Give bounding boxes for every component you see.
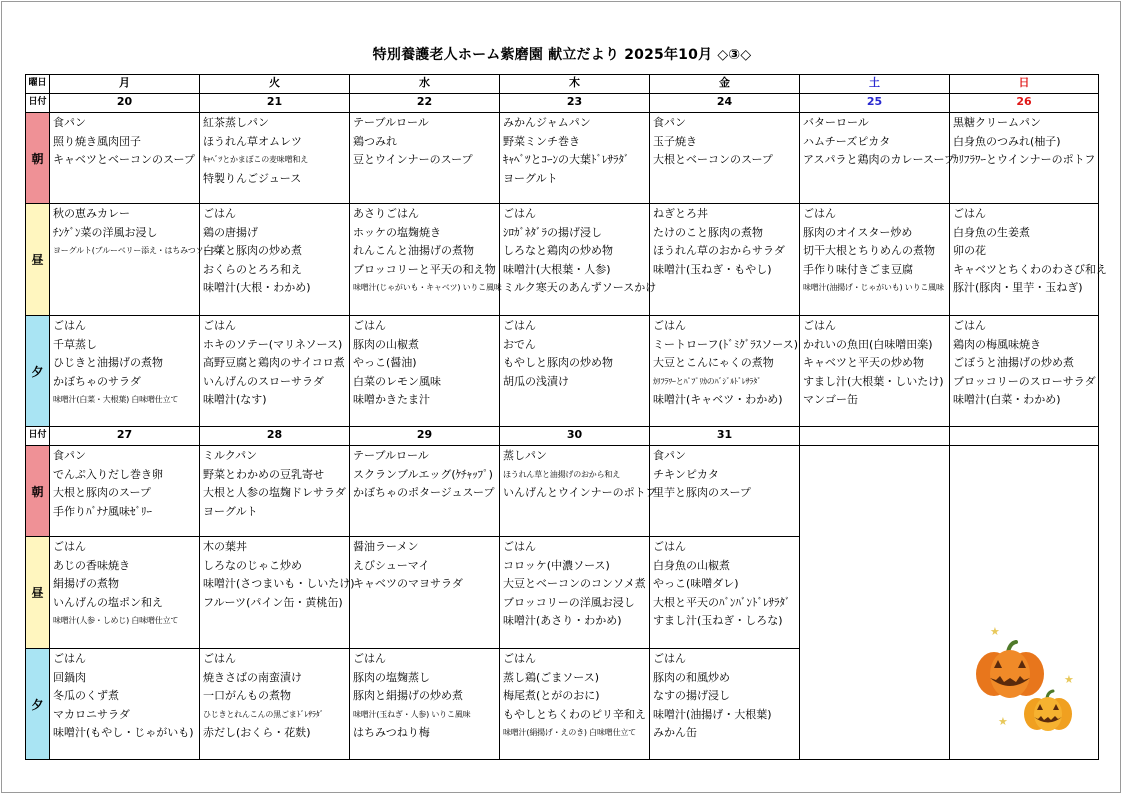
- menu-item: 冬瓜のくず煮: [53, 689, 119, 702]
- menu-item: もやしと豚肉の炒め物: [503, 356, 613, 369]
- menu-item: ブロッコリーのスローサラダ: [953, 374, 1096, 388]
- menu-item: ごはん: [503, 207, 536, 220]
- menu-item: 豚肉のオイスター炒め: [803, 225, 913, 239]
- menu-item: 手作り味付きごま豆腐: [803, 262, 913, 276]
- menu-item: 高野豆腐と鶏肉のサイコロ煮: [203, 356, 345, 369]
- menu-item: 鶏の唐揚げ: [203, 225, 258, 239]
- menu-item: 豚肉の塩麹蒸し: [353, 670, 430, 684]
- menu-item: 里芋と豚肉のスープ: [653, 486, 751, 499]
- star-icon: ★: [990, 625, 1000, 638]
- menu-cell: [50, 649, 200, 760]
- menu-cell: [650, 537, 800, 649]
- weekday-header: 日: [950, 75, 1099, 94]
- menu-item: 白菜のレモン風味: [353, 374, 441, 388]
- date-cell: 23: [500, 94, 650, 113]
- menu-list: [50, 113, 199, 170]
- menu-cell: [950, 204, 1107, 316]
- menu-cell: [350, 649, 500, 760]
- menu-list: [350, 204, 502, 298]
- menu-cell: [500, 113, 650, 204]
- menu-cell: [800, 316, 950, 427]
- menu-item: あじの香味焼き: [53, 558, 130, 572]
- menu-list: [800, 316, 949, 410]
- empty-cell: [800, 446, 950, 760]
- menu-item: 豚肉と絹揚げの炒め煮: [353, 689, 463, 702]
- menu-cell: [350, 204, 500, 316]
- date-cell: 24: [650, 94, 800, 113]
- menu-item: しろなのじゃこ炒め: [203, 558, 302, 572]
- menu-cell: [500, 316, 650, 427]
- menu-item: 白菜と豚肉の炒め煮: [203, 244, 302, 257]
- menu-list: [200, 537, 355, 612]
- menu-item: なすの揚げ浸し: [653, 689, 730, 702]
- menu-item: キャベツと平天の炒め物: [803, 356, 924, 369]
- menu-item: 食パン: [53, 449, 86, 462]
- menu-item: キャベツとちくわのわさび和え: [953, 262, 1107, 276]
- menu-item: ごはん: [503, 652, 536, 665]
- menu-item: 食パン: [653, 116, 686, 129]
- menu-list: [650, 316, 799, 410]
- menu-item: 絹揚げの煮物: [53, 577, 119, 590]
- menu-cell: [350, 113, 500, 204]
- menu-item: ごぼうと油揚げの炒め煮: [953, 356, 1074, 369]
- menu-item: あさりごはん: [353, 207, 419, 220]
- breakfast-label: 朝: [26, 446, 50, 537]
- date-cell: 31: [650, 427, 800, 446]
- menu-cell: [50, 446, 200, 537]
- menu-item: 味噌汁(じゃがいも・キャベツ) いりこ風味: [353, 283, 502, 292]
- menu-list: [500, 446, 657, 503]
- menu-item: えびシューマイ: [353, 558, 430, 572]
- menu-item: 味噌汁(あさり・わかめ): [503, 614, 622, 627]
- menu-item: ヨーグルト: [503, 171, 558, 185]
- menu-item: 一口がんもの煮物: [203, 689, 291, 702]
- menu-item: ミルク寒天のあんずソースかけ: [503, 281, 657, 294]
- menu-item: 卯の花: [953, 244, 986, 257]
- menu-item: みかんジャムパン: [503, 116, 591, 129]
- menu-item: ひじきと油揚げの煮物: [53, 356, 163, 369]
- menu-cell: [200, 446, 350, 537]
- menu-item: おでん: [503, 337, 536, 351]
- menu-item: 大根とベーコンのスープ: [653, 153, 773, 166]
- menu-item: 味噌汁(さつまいも・しいたけ): [203, 577, 355, 590]
- menu-item: ねぎとろ丼: [653, 207, 708, 220]
- menu-cell: [500, 204, 657, 316]
- menu-item: かれいの魚田(白味噌田楽): [803, 337, 933, 351]
- menu-item: 豚肉の和風炒め: [653, 670, 730, 684]
- menu-item: れんこんと油揚げの煮物: [353, 244, 474, 257]
- menu-item: 味噌汁(油揚げ・じゃがいも) いりこ風味: [803, 283, 944, 292]
- menu-cell: [200, 204, 350, 316]
- menu-item: 大豆とベーコンのコンソメ煮: [503, 577, 646, 590]
- menu-item: 蒸し鶏(ごまソース): [503, 670, 600, 684]
- menu-list: [200, 446, 349, 521]
- menu-list: [200, 316, 349, 410]
- menu-item: 味噌汁(白菜・わかめ): [953, 393, 1061, 406]
- menu-item: ごはん: [353, 319, 386, 332]
- menu-list: [500, 537, 649, 631]
- menu-item: マカロニサラダ: [53, 707, 130, 721]
- menu-item: 味噌汁(玉ねぎ・もやし): [653, 262, 772, 276]
- menu-item: すまし汁(大根葉・しいたけ): [803, 374, 944, 388]
- date-cell: 21: [200, 94, 350, 113]
- menu-item: ごはん: [503, 540, 536, 553]
- menu-item: もやしとちくわのピリ辛和え: [503, 707, 646, 721]
- menu-list: [350, 537, 499, 594]
- menu-item: 豚肉の山椒煮: [353, 337, 419, 351]
- menu-item: 味噌汁(玉ねぎ・人参) いりこ風味: [353, 709, 471, 719]
- date-cell: 26: [950, 94, 1099, 113]
- menu-item: ミートローフ(ﾄﾞﾐｸﾞﾗｽソース): [653, 337, 798, 351]
- menu-item: ごはん: [653, 319, 686, 332]
- menu-item: ﾁﾝｹﾞﾝ菜の洋風お浸し: [53, 225, 158, 239]
- menu-item: 味噌汁(大根葉・人参): [503, 262, 611, 276]
- weekday-label: 曜日: [26, 75, 50, 94]
- menu-list: [50, 537, 199, 631]
- menu-cell: [650, 204, 800, 316]
- dinner-label: 夕: [26, 316, 50, 427]
- menu-cell: [50, 316, 200, 427]
- menu-item: ｶﾘﾌﾗﾜｰとウインナーのポトフ: [953, 153, 1096, 166]
- menu-item: 鶏つみれ: [353, 134, 397, 148]
- weekday-header: 水: [350, 75, 500, 94]
- menu-item: ブロッコリーと平天の和え物: [353, 262, 496, 276]
- menu-list: [950, 113, 1098, 170]
- weekday-header: 土: [800, 75, 950, 94]
- menu-item: やっこ(味噌ダレ): [653, 577, 739, 590]
- menu-item: ほうれん草と油揚げのおから和え: [503, 469, 620, 479]
- menu-item: すまし汁(玉ねぎ・しろな): [653, 614, 783, 627]
- menu-item: チキンピカタ: [653, 467, 719, 481]
- menu-item: ごはん: [953, 207, 986, 220]
- weekday-header: 火: [200, 75, 350, 94]
- menu-item: 醤油ラーメン: [353, 540, 419, 553]
- menu-item: 紅茶蒸しパン: [203, 116, 269, 129]
- menu-item: みかん缶: [653, 726, 697, 739]
- menu-list: [800, 113, 955, 170]
- menu-item: ヨーグルト: [203, 504, 258, 518]
- menu-list: [650, 113, 799, 170]
- menu-item: テーブルロール: [353, 449, 429, 462]
- lunch-label: 昼: [26, 537, 50, 649]
- menu-cell: [350, 537, 500, 649]
- menu-item: 胡瓜の浅漬け: [503, 374, 569, 388]
- menu-item: フルーツ(パイン缶・黄桃缶): [203, 595, 343, 609]
- menu-cell: [500, 446, 657, 537]
- menu-item: 切干大根とちりめんの煮物: [803, 244, 935, 257]
- menu-cell: [950, 113, 1099, 204]
- jack-o-lantern-icon: [1022, 690, 1074, 732]
- menu-list: [650, 537, 799, 631]
- date-cell: 22: [350, 94, 500, 113]
- menu-item: ごはん: [653, 652, 686, 665]
- menu-item: ｼﾛｶﾞﾈﾀﾞﾗの揚げ浸し: [503, 225, 602, 239]
- date-label: 日付: [26, 94, 50, 113]
- menu-item: でんぷ入りだし巻き卵: [53, 467, 163, 481]
- menu-item: マンゴー缶: [803, 393, 858, 406]
- menu-item: 白身魚の山椒煮: [653, 558, 730, 572]
- menu-item: 味噌汁(なす): [203, 393, 267, 406]
- menu-item: ごはん: [503, 319, 536, 332]
- menu-cell: [650, 316, 800, 427]
- menu-item: 白身魚のつみれ(柚子): [953, 134, 1061, 148]
- menu-item: 白身魚の生姜煮: [953, 225, 1030, 239]
- breakfast-label: 朝: [26, 113, 50, 204]
- menu-item: ごはん: [53, 540, 86, 553]
- menu-cell: [50, 537, 200, 649]
- menu-item: たけのこと豚肉の煮物: [653, 225, 763, 239]
- menu-list: [350, 113, 499, 170]
- menu-item: ホキのソテー(マリネソース): [203, 337, 343, 351]
- menu-cell: [350, 316, 500, 427]
- menu-item: アスパラと鶏肉のカレースープ: [803, 153, 955, 166]
- menu-item: 梅尾煮(とがのおに): [503, 689, 600, 702]
- menu-item: ごはん: [353, 652, 386, 665]
- date-row: [26, 94, 1099, 113]
- menu-item: はちみつねり梅: [353, 726, 430, 739]
- menu-item: 味噌汁(油揚げ・大根葉): [653, 707, 772, 721]
- menu-item: ホッケの塩麹焼き: [353, 225, 441, 239]
- date-row: [26, 427, 1099, 446]
- menu-item: 食パン: [653, 449, 686, 462]
- menu-item: 大根と豚肉のスープ: [53, 486, 151, 499]
- menu-item: ごはん: [203, 652, 236, 665]
- weekday-header: 月: [50, 75, 200, 94]
- menu-item: 特製りんごジュース: [203, 171, 302, 185]
- star-icon: ★: [998, 715, 1008, 728]
- menu-item: いんげんのスローサラダ: [203, 374, 324, 388]
- menu-cell: [200, 649, 350, 760]
- menu-cell: [500, 649, 650, 760]
- menu-item: 味噌汁(キャベツ・わかめ): [653, 393, 783, 406]
- star-icon: ★: [1064, 673, 1074, 686]
- breakfast-row: [26, 446, 1099, 537]
- weekday-header: 木: [500, 75, 650, 94]
- menu-item: 照り焼き風肉団子: [53, 134, 141, 148]
- menu-item: 玉子焼き: [653, 134, 697, 148]
- menu-item: 味噌汁(大根・わかめ): [203, 281, 311, 294]
- menu-table: [25, 74, 1107, 760]
- menu-cell: [200, 537, 355, 649]
- menu-item: 鶏肉の梅風味焼き: [953, 337, 1041, 351]
- menu-list: [500, 204, 657, 298]
- menu-item: 食パン: [53, 116, 86, 129]
- menu-item: 赤だし(おくら・花麩): [203, 726, 311, 739]
- date-cell: 28: [200, 427, 350, 446]
- menu-list: [350, 316, 499, 410]
- page-title: 特別養護老人ホーム紫磨園 献立だより 2025年10月 ◇③◇: [372, 47, 752, 63]
- menu-item: 味噌かきたま汁: [353, 393, 430, 406]
- weekday-row: [26, 75, 1099, 94]
- menu-item: 木の葉丼: [203, 540, 247, 553]
- menu-item: 野菜ミンチ巻き: [503, 134, 580, 148]
- menu-list: [500, 113, 649, 188]
- menu-item: ｷｬﾍﾞﾂとｺｰﾝの大葉ﾄﾞﾚｻﾗﾀﾞ: [503, 153, 630, 166]
- menu-item: 豚汁(豚肉・里芋・玉ねぎ): [953, 281, 1083, 294]
- menu-item: 大根と人参の塩麹ドレサラダ: [203, 486, 346, 499]
- menu-item: 千草蒸し: [53, 337, 97, 351]
- menu-item: 野菜とわかめの豆乳寄せ: [203, 467, 324, 481]
- menu-item: 焼きさばの南蛮漬け: [203, 670, 302, 684]
- menu-list: [800, 204, 949, 298]
- menu-item: ミルクパン: [203, 449, 258, 462]
- menu-item: 豆とウインナーのスープ: [353, 153, 473, 166]
- menu-cell: [200, 113, 350, 204]
- date-cell: [800, 427, 950, 446]
- menu-item: いんげんとウインナーのポトフ: [503, 486, 657, 499]
- menu-list: [650, 649, 799, 743]
- menu-item: バターロール: [803, 116, 869, 129]
- menu-list: [950, 204, 1107, 298]
- menu-list: [200, 204, 349, 298]
- menu-cell: [50, 113, 200, 204]
- menu-item: コロッケ(中濃ソース): [503, 558, 610, 572]
- menu-list: [50, 446, 199, 521]
- menu-item: 大根と平天のﾊﾞﾝﾊﾞﾝﾄﾞﾚｻﾗﾀﾞ: [653, 595, 791, 609]
- menu-list: [50, 649, 199, 743]
- menu-cell: [350, 446, 500, 537]
- menu-item: キャベツとベーコンのスープ: [53, 153, 195, 166]
- menu-cell: [650, 113, 800, 204]
- dinner-row: [26, 316, 1099, 427]
- menu-list: [650, 204, 799, 279]
- menu-item: キャベツのマヨサラダ: [353, 577, 463, 590]
- menu-item: ごはん: [803, 319, 836, 332]
- menu-item: 味噌汁(絹揚げ・えのき) 白味噌仕立て: [503, 728, 636, 737]
- menu-cell: [800, 113, 955, 204]
- menu-cell: [800, 204, 950, 316]
- menu-item: ｶﾘﾌﾗﾜｰとﾊﾟﾌﾟﾘｶのﾊﾞｼﾞﾙﾄﾞﾚｻﾗﾀﾞ: [653, 376, 761, 386]
- menu-item: ごはん: [203, 207, 236, 220]
- menu-list: [200, 649, 349, 743]
- date-cell: 27: [50, 427, 200, 446]
- breakfast-row: [26, 113, 1099, 204]
- menu-list: [50, 316, 199, 410]
- menu-item: ほうれん草のおからサラダ: [653, 244, 785, 257]
- weekday-header: 金: [650, 75, 800, 94]
- menu-item: しろなと鶏肉の炒め物: [503, 244, 613, 257]
- menu-item: ｷｬﾍﾞﾂとかまぼこの麦味噌和え: [203, 155, 308, 164]
- menu-cell: [650, 446, 800, 537]
- date-cell: 20: [50, 94, 200, 113]
- date-cell: 25: [800, 94, 950, 113]
- menu-item: 味噌汁(白菜・大根葉) 白味噌仕立て: [53, 395, 179, 404]
- menu-cell: [650, 649, 800, 760]
- menu-item: いんげんの塩ポン和え: [53, 595, 163, 609]
- menu-list: [650, 446, 799, 503]
- menu-list: [350, 649, 499, 743]
- menu-cell: [200, 316, 350, 427]
- menu-item: かぼちゃのサラダ: [53, 374, 141, 388]
- menu-item: ごはん: [53, 319, 86, 332]
- date-cell: [950, 427, 1099, 446]
- menu-list: [350, 446, 499, 503]
- menu-cell: [500, 537, 650, 649]
- lunch-label: 昼: [26, 204, 50, 316]
- menu-item: ごはん: [953, 319, 986, 332]
- menu-item: ごはん: [53, 652, 86, 665]
- menu-item: おくらのとろろ和え: [203, 262, 302, 276]
- menu-item: 蒸しパン: [503, 449, 547, 462]
- menu-item: 味噌汁(人参・しめじ) 白味噌仕立て: [53, 616, 179, 625]
- menu-item: 手作りﾊﾞﾅﾅ風味ｾﾞﾘｰ: [53, 504, 152, 518]
- lunch-row: [26, 204, 1099, 316]
- menu-list: [500, 316, 649, 391]
- menu-item: やっこ(醤油): [353, 356, 417, 369]
- date-cell: 30: [500, 427, 650, 446]
- menu-item: スクランブルエッグ(ｹﾁｬｯﾌﾟ): [353, 467, 493, 481]
- menu-item: テーブルロール: [353, 116, 429, 129]
- date-cell: 29: [350, 427, 500, 446]
- menu-item: ほうれん草オムレツ: [203, 134, 302, 148]
- menu-item: ごはん: [203, 319, 236, 332]
- menu-item: ハムチーズピカタ: [803, 134, 891, 148]
- menu-item: 回鍋肉: [53, 670, 86, 684]
- menu-cell: [950, 316, 1099, 427]
- menu-item: かぼちゃのポタージュスープ: [353, 486, 495, 499]
- menu-item: ヨーグルト(ブルーベリー添え・はちみつソース): [53, 246, 222, 255]
- menu-item: 黒糖クリームパン: [953, 116, 1041, 129]
- menu-item: ひじきとれんこんの黒ごまﾄﾞﾚｻﾗﾀﾞ: [203, 709, 324, 719]
- menu-item: 秋の恵みカレー: [53, 207, 130, 220]
- menu-item: ブロッコリーの洋風お浸し: [503, 595, 635, 609]
- menu-item: 味噌汁(もやし・じゃがいも): [53, 726, 194, 739]
- date-label: 日付: [26, 427, 50, 446]
- dinner-label: 夕: [26, 649, 50, 760]
- menu-item: ごはん: [803, 207, 836, 220]
- menu-item: 大豆とこんにゃくの煮物: [653, 356, 774, 369]
- menu-list: [500, 649, 649, 743]
- menu-list: [200, 113, 349, 188]
- menu-list: [950, 316, 1098, 410]
- menu-item: ごはん: [653, 540, 686, 553]
